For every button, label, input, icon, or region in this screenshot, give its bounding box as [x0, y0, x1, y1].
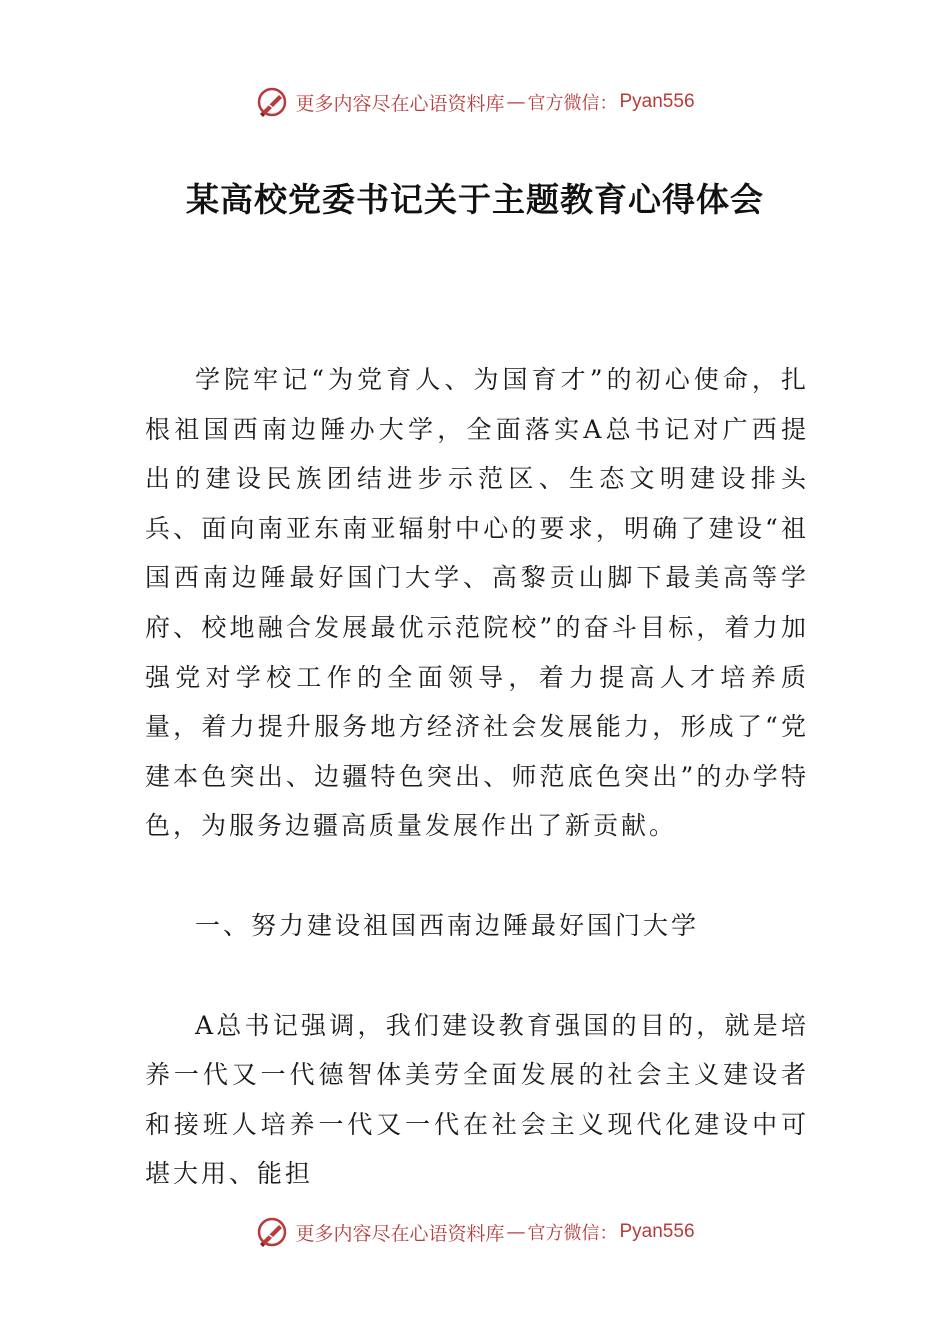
document-body — [145, 355, 809, 1199]
banner-wechat-id: Pyan556 — [619, 91, 695, 112]
paragraph-intro: 学院牢记“为党育人、为国育才”的初心使命，扎根祖国西南边陲办大学，全面落实A总书记对广西提出的建设民族团结进步示范区、生态文明建设排头兵、面向南亚东南亚辐射中心的要求，明确了建设“祖国西南边陲最好国门大学、高黎贡山脚下最美高等学府、校地融合发展最优示范院校”的奋斗目标，着力加强党对学校工作的全面领导，着力提高人才培养质量，着力提升服务地方经济社会发展能力，形成了“党建本色突出、边疆特色突出、师范底色突出”的办学特色，为服务边疆高质量发展作出了新贡献。 — [145, 365, 809, 841]
pen-circle-logo-icon — [255, 1215, 289, 1249]
footer-banner — [0, 1212, 950, 1252]
banner-slogan: 更多内容尽在心语资料库 — [295, 92, 505, 115]
banner-dash: — — [506, 1221, 526, 1243]
banner-wechat-id: Pyan556 — [619, 1221, 695, 1242]
banner-dash: — — [506, 91, 526, 113]
document-title: 某高校党委书记关于主题教育心得体会 — [186, 180, 764, 219]
banner-slogan: 更多内容尽在心语资料库 — [295, 1222, 505, 1245]
banner-wechat-label: 官方微信： — [527, 93, 618, 114]
pen-circle-logo-icon — [255, 85, 289, 119]
header-banner — [0, 82, 950, 122]
paragraph-section-1: A总书记强调，我们建设教育强国的目的，就是培养一代又一代德智体美劳全面发展的社会主义建设者和接班人培养一代又一代在社会主义现代化建设中可堪大用、能担 — [145, 1010, 809, 1189]
section-heading: 一、努力建设祖国西南边陲最好国门大学 — [195, 910, 700, 940]
banner-wechat-label: 官方微信： — [527, 1223, 618, 1244]
